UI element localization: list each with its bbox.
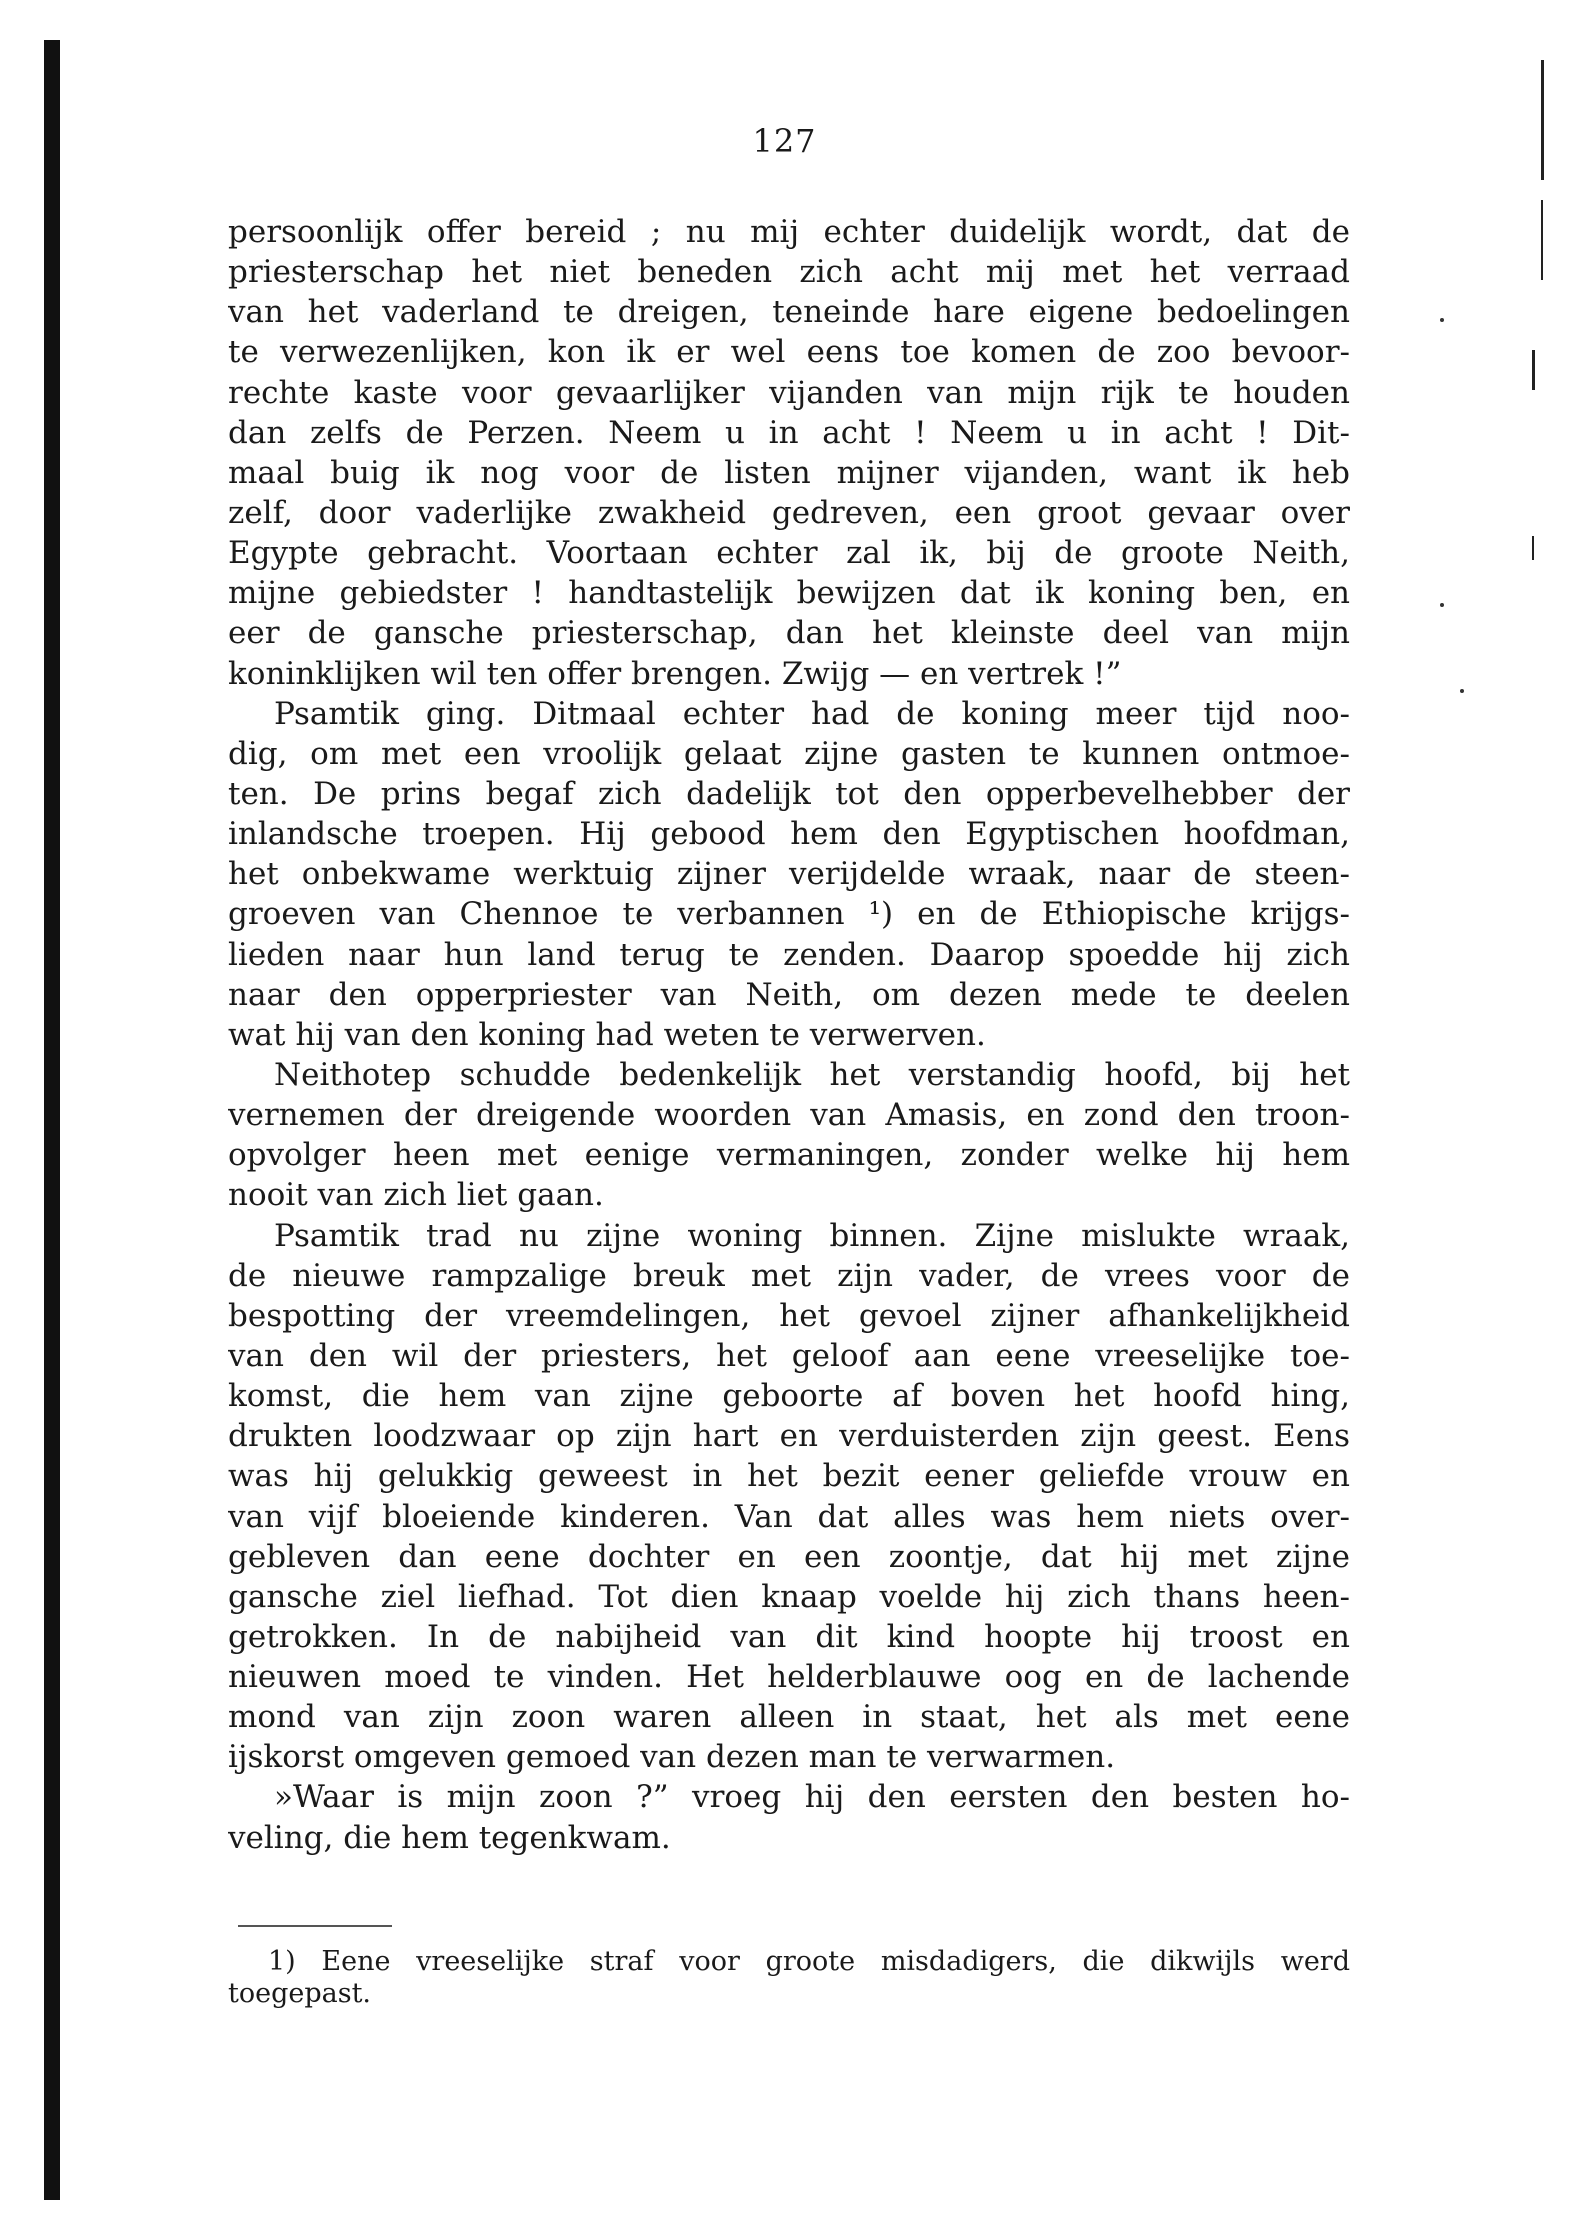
text-line: lieden naar hun land terug te zenden. Daarop spoedde hij zich (228, 936, 1350, 973)
text-line: veling, die hem tegenkwam. (228, 1819, 671, 1856)
text-line: persoonlijk offer bereid ; nu mij echter duidelijk wordt, dat de (228, 214, 1350, 250)
text-line: van het vaderland te dreigen, teneinde hare eigene bedoelingen (228, 294, 1350, 331)
text-line: bespotting der vreemdelingen, het gevoel zijner afhankelijkheid (228, 1297, 1350, 1334)
text-line: priesterschap het niet beneden zich acht mij met het verraad (228, 254, 1350, 291)
text-line: mond van zijn zoon waren alleen in staat, het als met eene (228, 1699, 1350, 1736)
scan-speck (1460, 689, 1464, 693)
text-line: wat hij van den koning had weten te verwerven. (228, 1016, 986, 1053)
scan-mark (1541, 60, 1544, 180)
text-line: Neithotep schudde bedenkelijk het verstandig hoofd, bij het (274, 1056, 1350, 1093)
text-line: gebleven dan eene dochter en een zoontje, dat hij met zijne (228, 1538, 1350, 1575)
page-number: 127 (752, 122, 817, 160)
text-line: nieuwen moed te vinden. Het helderblauwe oog en de lachende (228, 1659, 1350, 1696)
text-line: de nieuwe rampzalige breuk met zijn vader, de vrees voor de (228, 1257, 1350, 1294)
text-line: van vijf bloeiende kinderen. Van dat alles was hem niets over- (228, 1498, 1350, 1535)
text-line: zelf, door vaderlijke zwakheid gedreven, een groot gevaar over (228, 494, 1350, 531)
text-line: te verwezenlijken, kon ik er wel eens toe komen de zoo bevoor- (228, 334, 1350, 371)
text-line: nooit van zich liet gaan. (228, 1177, 604, 1214)
text-line: ijskorst omgeven gemoed van dezen man te verwarmen. (228, 1739, 1116, 1776)
text-line: was hij gelukkig geweest in het bezit eener geliefde vrouw en (228, 1458, 1350, 1495)
scan-mark (1532, 536, 1534, 560)
text-line: Psamtik trad nu zijne woning binnen. Zijne mislukte wraak, (274, 1217, 1350, 1254)
text-line: rechte kaste voor gevaarlijker vijanden van mijn rijk te houden (228, 374, 1350, 411)
text-line: dan zelfs de Perzen. Neem u in acht ! Neem u in acht ! Dit- (228, 414, 1350, 451)
text-line: van den wil der priesters, het geloof aan eene vreeselijke toe- (228, 1337, 1350, 1374)
text-line: het onbekwame werktuig zijner verijdelde wraak, naar de steen- (228, 856, 1350, 893)
scan-mark (1532, 350, 1535, 390)
text-line: komst, die hem van zijne geboorte af boven het hoofd hing, (228, 1378, 1350, 1415)
text-line: naar den opperpriester van Neith, om dezen mede te deelen (228, 976, 1350, 1013)
text-line: koninklijken wil ten offer brengen. Zwijg — en vertrek !” (228, 655, 1122, 692)
scan-speck (1440, 603, 1444, 607)
body-text (228, 212, 1350, 1858)
text-line: dig, om met een vroolijk gelaat zijne gasten te kunnen ontmoe- (228, 735, 1350, 772)
footnote (228, 1946, 1350, 2010)
scan-mark (1541, 200, 1543, 280)
text-line: eer de gansche priesterschap, dan het kleinste deel van mijn (228, 615, 1350, 652)
text-line: maal buig ik nog voor de listen mijner vijanden, want ik heb (228, 454, 1350, 491)
text-line: »Waar is mijn zoon ?” vroeg hij den eersten den besten ho- (274, 1779, 1350, 1816)
text-line: mijne gebiedster ! handtastelijk bewijzen dat ik koning ben, en (228, 575, 1350, 612)
text-line: vernemen der dreigende woorden van Amasis, en zond den troon- (228, 1097, 1350, 1134)
scan-speck (1440, 318, 1444, 322)
text-line: inlandsche troepen. Hij gebood hem den Egyptischen hoofdman, (228, 816, 1350, 853)
footnote-line: toegepast. (228, 1978, 372, 2009)
text-line: drukten loodzwaar op zijn hart en verduisterden zijn geest. Eens (228, 1418, 1350, 1455)
text-line: opvolger heen met eenige vermaningen, zonder welke hij hem (228, 1137, 1350, 1174)
footnote-separator (238, 1925, 392, 1927)
text-line: Egypte gebracht. Voortaan echter zal ik, bij de groote Neith, (228, 535, 1350, 572)
text-line: ten. De prins begaf zich dadelijk tot den opperbevelhebber der (228, 775, 1350, 812)
text-line: groeven van Chennoe te verbannen ¹) en de Ethiopische krijgs- (228, 896, 1350, 933)
footnote-line: 1) Eene vreeselijke straf voor groote misdadigers, die dikwijls werd (268, 1946, 1350, 1977)
text-line: getrokken. In de nabijheid van dit kind hoopte hij troost en (228, 1618, 1350, 1655)
text-line: gansche ziel liefhad. Tot dien knaap voelde hij zich thans heen- (228, 1578, 1350, 1615)
scan-binding-edge (44, 40, 60, 2200)
text-line: Psamtik ging. Ditmaal echter had de koning meer tijd noo- (274, 695, 1350, 732)
